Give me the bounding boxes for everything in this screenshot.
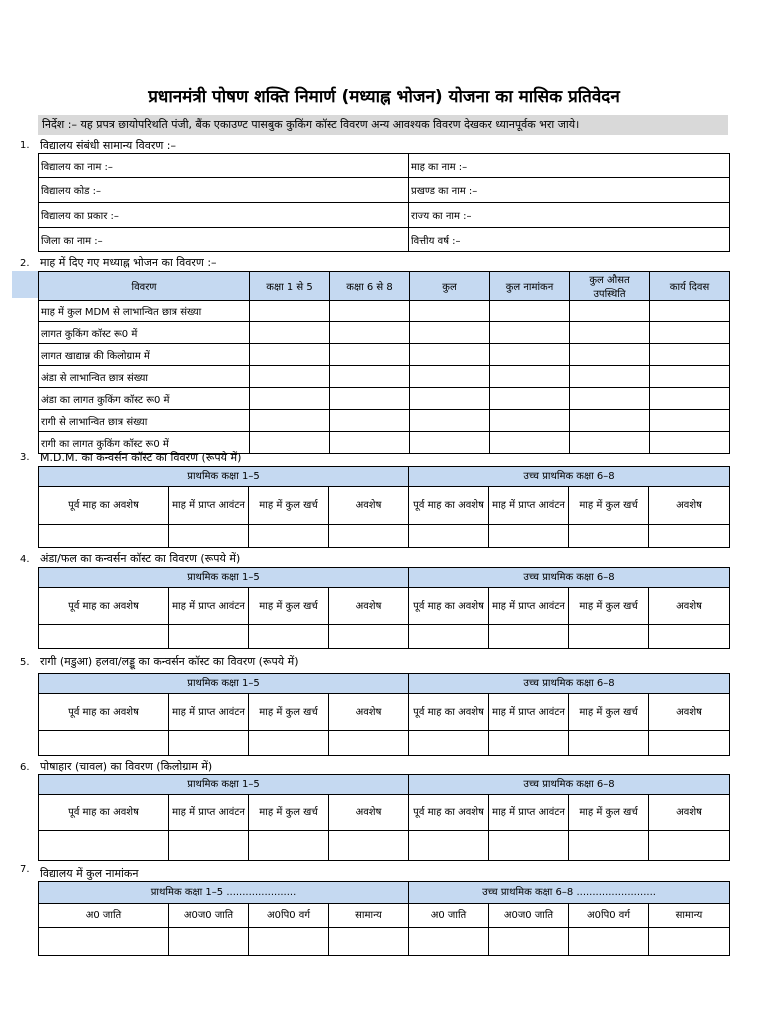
cell[interactable] [410, 366, 490, 388]
col-prev-balance: पूर्व माह का अवशेष [409, 694, 489, 731]
cell[interactable] [649, 731, 730, 756]
cell[interactable] [410, 388, 490, 410]
col-obc: अ0पि0 वर्ग [569, 904, 649, 928]
col-class-6-8: कक्षा 6 से 8 [330, 272, 410, 301]
col-prev-balance: पूर्व माह का अवशेष [39, 694, 169, 731]
cell[interactable] [489, 731, 569, 756]
cell[interactable] [330, 366, 410, 388]
col-sc: अ0 जाति [409, 904, 489, 928]
cell[interactable] [409, 525, 489, 548]
school-info-table [38, 153, 730, 252]
section-5-number: 5. [20, 657, 30, 668]
egg-conversion-table [38, 567, 730, 649]
cell[interactable] [649, 525, 730, 548]
cell[interactable] [329, 731, 409, 756]
col-general: सामान्य [649, 904, 730, 928]
col-allotment: माह में प्राप्त आवंटन [169, 588, 249, 625]
cell[interactable] [329, 625, 409, 649]
cell[interactable] [250, 388, 330, 410]
cell[interactable] [490, 388, 570, 410]
cell[interactable] [329, 525, 409, 548]
col-expense: माह में कुल खर्च [569, 487, 649, 525]
cell[interactable] [330, 432, 410, 454]
cell[interactable] [409, 831, 489, 861]
cell[interactable] [250, 366, 330, 388]
cell[interactable] [330, 301, 410, 322]
col-total: कुल [410, 272, 490, 301]
cell[interactable] [39, 525, 169, 548]
col-allotment: माह में प्राप्त आवंटन [489, 694, 569, 731]
col-general: सामान्य [329, 904, 409, 928]
col-obc: अ0पि0 वर्ग [249, 904, 329, 928]
cell[interactable] [169, 928, 249, 956]
primary-enrollment-header: प्राथमिक कक्षा 1–5 ...................... [39, 882, 409, 904]
upper-group-header: उच्च प्राथमिक कक्षा 6–8 [409, 775, 730, 795]
col-avg-attendance: कुल औसत उपस्थिति [570, 272, 650, 301]
cell[interactable] [650, 322, 730, 344]
col-prev-balance: पूर्व माह का अवशेष [409, 795, 489, 831]
section-7-number: 7. [20, 864, 30, 875]
col-balance: अवशेष [649, 795, 730, 831]
col-expense: माह में कुल खर्च [249, 694, 329, 731]
cell[interactable] [329, 831, 409, 861]
cell[interactable] [649, 831, 730, 861]
row-label: रागी का लागत कुकिंग कॉस्ट रू0 में [39, 432, 250, 454]
cell[interactable] [569, 625, 649, 649]
cell[interactable] [409, 625, 489, 649]
col-prev-balance: पूर्व माह का अवशेष [39, 588, 169, 625]
section-1-heading: विद्यालय संबंधी सामान्य विवरण :– [40, 139, 176, 152]
cell[interactable] [570, 410, 650, 432]
row-label: लागत खाद्यान्न की किलोग्राम में [39, 344, 250, 366]
cell[interactable] [169, 831, 249, 861]
section-6-heading: पोषाहार (चावल) का विवरण (किलोग्राम में) [40, 760, 213, 773]
cell[interactable] [169, 731, 249, 756]
cell[interactable] [39, 625, 169, 649]
cell[interactable] [410, 432, 490, 454]
col-allotment: माह में प्राप्त आवंटन [169, 487, 249, 525]
col-balance: अवशेष [649, 487, 730, 525]
cell[interactable] [570, 388, 650, 410]
mdm-details-table [38, 271, 730, 454]
primary-group-header: प्राथमिक कक्षा 1–5 [39, 467, 409, 487]
cell[interactable] [329, 928, 409, 956]
cell[interactable] [570, 432, 650, 454]
cell[interactable] [569, 525, 649, 548]
cell[interactable] [489, 928, 569, 956]
rice-details-table [38, 774, 730, 861]
col-st: अ0ज0 जाति [489, 904, 569, 928]
cell[interactable] [249, 928, 329, 956]
section-4-heading: अंडा/फल का कन्वर्सन कॉस्ट का विवरण (रूपये में) [40, 552, 241, 565]
col-expense: माह में कुल खर्च [569, 588, 649, 625]
col-allotment: माह में प्राप्त आवंटन [169, 795, 249, 831]
cell[interactable] [250, 301, 330, 322]
col-prev-balance: पूर्व माह का अवशेष [39, 795, 169, 831]
cell[interactable] [489, 525, 569, 548]
cell[interactable] [330, 344, 410, 366]
section-3-heading: M.D.M. का कन्वर्सन कॉस्ट का विवरण (रूपये में) [40, 451, 242, 464]
cell[interactable] [409, 731, 489, 756]
cell[interactable] [650, 410, 730, 432]
col-expense: माह में कुल खर्च [249, 487, 329, 525]
mdm-conversion-table [38, 466, 730, 548]
cell[interactable] [650, 301, 730, 322]
col-expense: माह में कुल खर्च [569, 795, 649, 831]
cell[interactable] [250, 322, 330, 344]
cell[interactable] [250, 344, 330, 366]
section-7-heading: विद्यालय में कुल नामांकन [40, 867, 139, 880]
col-class-1-5: कक्षा 1 से 5 [250, 272, 330, 301]
col-prev-balance: पूर्व माह का अवशेष [409, 588, 489, 625]
ragi-conversion-table [38, 673, 730, 756]
section-4-number: 4. [20, 554, 30, 565]
col-balance: अवशेष [329, 795, 409, 831]
cell[interactable] [330, 388, 410, 410]
col-allotment: माह में प्राप्त आवंटन [489, 588, 569, 625]
cell[interactable] [169, 525, 249, 548]
school-code-field[interactable]: विद्यालय कोड :– [39, 178, 409, 203]
row-highlight [12, 271, 38, 298]
cell[interactable] [249, 731, 329, 756]
cell[interactable] [410, 410, 490, 432]
cell[interactable] [410, 322, 490, 344]
col-sc: अ0 जाति [39, 904, 169, 928]
section-2-number: 2. [20, 258, 30, 269]
cell[interactable] [490, 322, 570, 344]
section-5-heading: रागी (मडुआ) हलवा/लड्डू का कन्वर्सन कॉस्ट का विवरण (रूपये में) [40, 655, 299, 668]
cell[interactable] [570, 344, 650, 366]
row-label: माह में कुल MDM से लाभान्वित छात्र संख्या [39, 301, 250, 322]
row-label: अंडा का लागत कुकिंग कॉस्ट रू0 में [39, 388, 250, 410]
col-allotment: माह में प्राप्त आवंटन [169, 694, 249, 731]
cell[interactable] [489, 831, 569, 861]
cell[interactable] [39, 731, 169, 756]
instruction-note: निर्देश :– यह प्रपत्र छायोपरिथति पंजी, बैंक एकाउण्ट पासबुक कुकिंग कॉस्ट विवरण अन्य आवश्यक विवरण देखकर ध्यानपूर्वक भरा जाये। [38, 115, 728, 135]
cell[interactable] [330, 322, 410, 344]
cell[interactable] [490, 344, 570, 366]
cell[interactable] [650, 344, 730, 366]
row-label: अंडा से लाभान्वित छात्र संख्या [39, 366, 250, 388]
block-name-field[interactable]: प्रखण्ड का नाम :– [409, 178, 730, 203]
upper-group-header: उच्च प्राथमिक कक्षा 6–8 [409, 674, 730, 694]
cell[interactable] [410, 301, 490, 322]
cell[interactable] [250, 410, 330, 432]
enrollment-table [38, 881, 730, 956]
col-st: अ0ज0 जाति [169, 904, 249, 928]
cell[interactable] [570, 366, 650, 388]
primary-group-header: प्राथमिक कक्षा 1–5 [39, 568, 409, 588]
col-expense: माह में कुल खर्च [249, 795, 329, 831]
financial-year-field[interactable]: वित्तीय वर्ष :– [409, 228, 730, 252]
cell[interactable] [570, 301, 650, 322]
col-expense: माह में कुल खर्च [249, 588, 329, 625]
section-6-number: 6. [20, 762, 30, 773]
cell[interactable] [39, 928, 169, 956]
cell[interactable] [490, 301, 570, 322]
cell[interactable] [409, 928, 489, 956]
cell[interactable] [410, 344, 490, 366]
school-type-field[interactable]: विद्यालय का प्रकार :– [39, 203, 409, 228]
cell[interactable] [490, 432, 570, 454]
col-details: विवरण [39, 272, 250, 301]
cell[interactable] [650, 388, 730, 410]
col-balance: अवशेष [329, 588, 409, 625]
cell[interactable] [330, 410, 410, 432]
col-working-days: कार्य दिवस [650, 272, 730, 301]
cell[interactable] [650, 366, 730, 388]
cell[interactable] [249, 625, 329, 649]
cell[interactable] [569, 928, 649, 956]
col-allotment: माह में प्राप्त आवंटन [489, 487, 569, 525]
cell[interactable] [649, 625, 730, 649]
primary-group-header: प्राथमिक कक्षा 1–5 [39, 674, 409, 694]
col-total-enrollment: कुल नामांकन [490, 272, 570, 301]
cell[interactable] [249, 831, 329, 861]
col-balance: अवशेष [649, 694, 730, 731]
col-allotment: माह में प्राप्त आवंटन [489, 795, 569, 831]
section-2-heading: माह में दिए गए मध्याह्न भोजन का विवरण :– [40, 256, 217, 269]
cell[interactable] [490, 410, 570, 432]
cell[interactable] [569, 731, 649, 756]
state-name-field[interactable]: राज्य का नाम :– [409, 203, 730, 228]
col-prev-balance: पूर्व माह का अवशेष [39, 487, 169, 525]
row-label: लागत कुकिंग कॉस्ट रू0 में [39, 322, 250, 344]
section-1-number: 1. [20, 140, 30, 151]
upper-group-header: उच्च प्राथमिक कक्षा 6–8 [409, 568, 730, 588]
col-balance: अवशेष [329, 694, 409, 731]
district-name-field[interactable]: जिला का नाम :– [39, 228, 409, 252]
school-name-field[interactable]: विद्यालय का नाम :– [39, 154, 409, 178]
col-prev-balance: पूर्व माह का अवशेष [409, 487, 489, 525]
cell[interactable] [39, 831, 169, 861]
cell[interactable] [650, 432, 730, 454]
col-balance: अवशेष [329, 487, 409, 525]
cell[interactable] [169, 625, 249, 649]
section-3-number: 3. [20, 452, 30, 463]
page-title: प्रधानमंत्री पोषण शक्ति निमार्ण (मध्याह्न भोजन) योजना का मासिक प्रतिवेदन [148, 87, 620, 107]
month-name-field[interactable]: माह का नाम :– [409, 154, 730, 178]
upper-group-header: उच्च प्राथमिक कक्षा 6–8 [409, 467, 730, 487]
cell[interactable] [570, 322, 650, 344]
cell[interactable] [569, 831, 649, 861]
cell[interactable] [250, 432, 330, 454]
upper-enrollment-header: उच्च प्राथमिक कक्षा 6–8 ......................... [409, 882, 730, 904]
cell[interactable] [649, 928, 730, 956]
col-balance: अवशेष [649, 588, 730, 625]
cell[interactable] [489, 625, 569, 649]
cell[interactable] [490, 366, 570, 388]
col-expense: माह में कुल खर्च [569, 694, 649, 731]
cell[interactable] [249, 525, 329, 548]
row-label: रागी से लाभान्वित छात्र संख्या [39, 410, 250, 432]
primary-group-header: प्राथमिक कक्षा 1–5 [39, 775, 409, 795]
